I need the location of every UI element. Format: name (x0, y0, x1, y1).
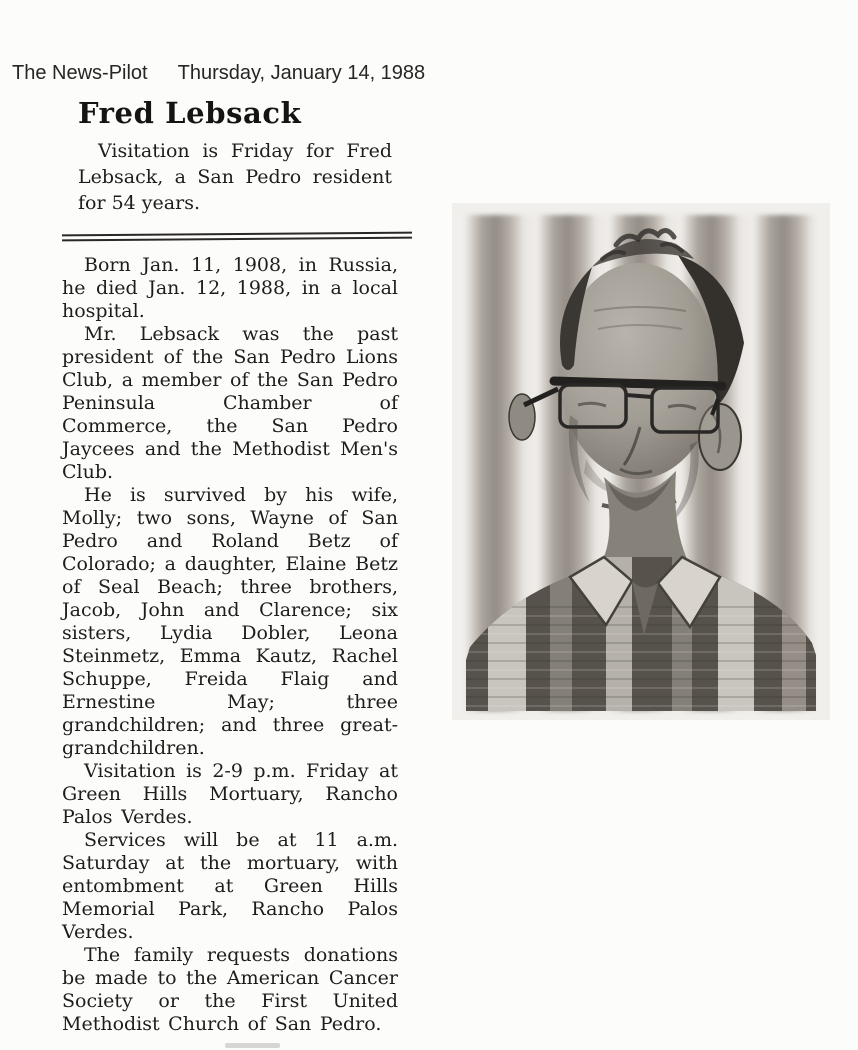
body-paragraph: Born Jan. 11, 1908, in Russia, he died Jan. 12, 1988, in a local hospital. (62, 254, 398, 322)
double-rule-divider (62, 232, 412, 242)
body-paragraph: The family requests donations be made to the American Cancer Society or the First United Methodist Church of San Pedro. (62, 944, 398, 1035)
obituary-body-column (62, 254, 398, 1036)
portrait-photo (452, 203, 830, 720)
body-paragraph: Mr. Lebsack was the past president of the San Pedro Lions Club, a member of the San Pedro Peninsula Chamber of Commerce, the San Pedro Jaycees and the Methodist Men's Club. (62, 323, 398, 483)
obituary-headline: Fred Lebsack (78, 96, 302, 130)
masthead (12, 62, 425, 85)
issue-date: Thursday, January 14, 1988 (177, 62, 426, 84)
body-paragraph: Services will be at 11 a.m. Saturday at the mortuary, with entombment at Green Hills Memorial Park, Rancho Palos Verdes. (62, 829, 398, 943)
body-paragraph: Visitation is 2-9 p.m. Friday at Green Hills Mortuary, Rancho Palos Verdes. (62, 760, 398, 828)
scan-artifact-mark (225, 1043, 280, 1048)
body-paragraph: He is survived by his wife, Molly; two sons, Wayne of San Pedro and Roland Betz of Colorado; a daughter, Elaine Betz of Seal Beach; three brothers, Jacob, John and Clarence; six sisters, Lydia Dobler, Leona Steinmetz, Emma Kautz, Rachel Schuppe, Freida Flaig and Ernestine May; three grandchildren; and three great-grandchildren. (62, 484, 398, 759)
lede-paragraph: Visitation is Friday for Fred Lebsack, a San Pedro resident for 54 years. (78, 140, 392, 214)
newspaper-name: The News-Pilot (12, 62, 148, 84)
man-portrait-illustration (466, 215, 816, 711)
